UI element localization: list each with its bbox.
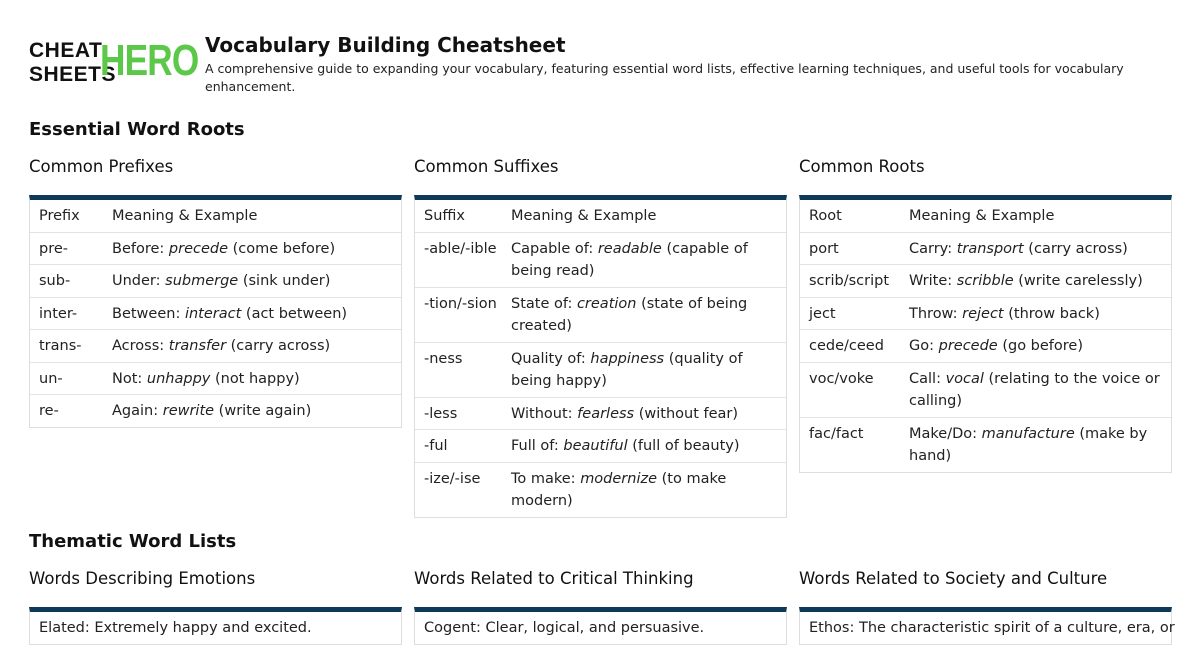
table-row — [30, 298, 401, 331]
table-row — [800, 265, 1171, 298]
term-cell: sub- — [39, 273, 71, 289]
example-word: manufacture — [981, 425, 1075, 442]
meaning-cell — [909, 270, 1171, 293]
word-definition: Ethos: The characteristic spirit of a culture, era, or — [809, 620, 1175, 636]
word-table-card — [799, 157, 1172, 473]
meaning-text: Quality of: — [511, 350, 591, 367]
list-title: Words Related to Critical Thinking — [414, 569, 694, 588]
term-cell: cede/ceed — [809, 338, 884, 354]
meaning-cell — [909, 335, 1171, 358]
example-gloss: (full of beauty) — [627, 438, 740, 454]
table-title: Common Roots — [799, 157, 925, 176]
table-row — [415, 398, 786, 431]
table-row — [800, 298, 1171, 331]
example-gloss: (carry across) — [1023, 240, 1128, 257]
term-cell: -tion/-sion — [424, 295, 497, 312]
meaning-text: Write: — [909, 273, 957, 289]
term-cell: port — [809, 240, 839, 257]
term-cell: -less — [424, 405, 458, 422]
example-gloss: (sink under) — [238, 273, 331, 289]
list-item — [30, 612, 401, 644]
meaning-text: State of: — [511, 295, 577, 312]
table-row — [800, 330, 1171, 363]
word-table — [799, 195, 1172, 473]
example-gloss: (to make modern) — [511, 470, 727, 509]
meaning-text: Throw: — [909, 305, 963, 322]
word-list — [799, 607, 1175, 645]
list-title: Words Related to Society and Culture — [799, 569, 1108, 588]
meaning-cell — [909, 303, 1171, 326]
example-word: happiness — [590, 350, 665, 367]
table-title: Common Prefixes — [29, 157, 174, 176]
meaning-text: Make/Do: — [909, 425, 982, 442]
meaning-text: Between: — [112, 305, 185, 322]
example-word: interact — [184, 305, 242, 322]
term-cell: re- — [39, 403, 59, 419]
word-table — [29, 195, 402, 428]
example-gloss: (state of being created) — [511, 295, 748, 334]
example-gloss: (go before) — [997, 338, 1083, 354]
example-gloss: (throw back) — [1003, 305, 1100, 322]
meaning-text: Under: — [112, 273, 166, 289]
meaning-cell — [511, 403, 786, 426]
page-title: Vocabulary Building Cheatsheet — [205, 33, 566, 57]
meaning-text: Across: — [112, 338, 169, 354]
term-cell: un- — [39, 370, 63, 387]
example-gloss: (come before) — [228, 240, 336, 257]
example-gloss: (without fear) — [634, 405, 739, 422]
column-header: Meaning & Example — [909, 208, 1055, 224]
example-word: precede — [168, 240, 229, 257]
cheatsheets-hero-logo[interactable] — [29, 33, 199, 89]
meaning-text: Not: — [112, 370, 147, 387]
word-list — [29, 607, 402, 645]
example-word: unhappy — [146, 370, 211, 387]
meaning-text: Without: — [511, 405, 578, 422]
example-word: transfer — [168, 338, 227, 354]
word-table-card — [29, 157, 402, 428]
meaning-cell — [909, 423, 1171, 468]
column-header: Meaning & Example — [511, 208, 657, 224]
list-item — [800, 612, 1175, 644]
logo-text: SHEETS — [29, 63, 117, 86]
term-cell: pre- — [39, 240, 68, 257]
table-row — [30, 233, 401, 266]
meaning-text: Full of: — [511, 438, 564, 454]
example-word: readable — [597, 240, 662, 257]
page-header — [29, 33, 1124, 94]
logo-text: HERO — [100, 36, 199, 85]
example-gloss: (make by hand) — [909, 425, 1148, 464]
table-row — [415, 463, 786, 517]
example-word: transport — [956, 240, 1024, 257]
example-word: submerge — [165, 273, 239, 289]
example-word: vocal — [945, 370, 984, 387]
term-cell: ject — [809, 305, 836, 322]
meaning-text: Before: — [112, 240, 169, 257]
example-word: modernize — [580, 470, 658, 487]
example-word: scribble — [956, 273, 1014, 289]
meaning-text: Go: — [909, 338, 939, 354]
table-row — [415, 343, 786, 398]
column-header: Prefix — [39, 208, 80, 224]
meaning-cell — [909, 368, 1171, 413]
table-row — [800, 363, 1171, 418]
example-gloss: (write carelessly) — [1013, 273, 1143, 289]
example-gloss: (quality of being happy) — [511, 350, 743, 389]
example-word: beautiful — [563, 438, 628, 454]
meaning-text: To make: — [511, 470, 581, 487]
example-word: precede — [938, 338, 998, 354]
table-row — [30, 395, 401, 427]
word-list-card — [29, 569, 402, 645]
term-cell: -ize/-ise — [424, 470, 481, 487]
meaning-text: Again: — [112, 403, 163, 419]
example-gloss: (relating to the voice or calling) — [909, 370, 1160, 409]
example-word: creation — [576, 295, 637, 312]
word-list-card — [799, 569, 1175, 645]
table-row — [415, 233, 786, 288]
meaning-cell — [112, 303, 401, 326]
example-gloss: (carry across) — [226, 338, 331, 354]
meaning-cell — [112, 270, 401, 293]
table-row — [30, 265, 401, 298]
section-title: Essential Word Roots — [29, 119, 245, 140]
table-title: Common Suffixes — [414, 157, 559, 176]
term-cell: -ness — [424, 350, 463, 367]
meaning-text: Carry: — [909, 240, 957, 257]
table-header-row — [800, 200, 1171, 233]
meaning-cell — [112, 368, 401, 391]
column-header: Meaning & Example — [112, 208, 258, 224]
term-cell: voc/voke — [809, 370, 874, 387]
section-title: Thematic Word Lists — [29, 531, 237, 552]
example-gloss: (capable of being read) — [511, 240, 748, 279]
table-header-row — [30, 200, 401, 233]
table-row — [30, 330, 401, 363]
meaning-cell — [511, 293, 786, 338]
example-word: fearless — [577, 405, 635, 422]
word-table-card — [414, 157, 787, 518]
term-cell: -able/-ible — [424, 240, 497, 257]
meaning-cell — [511, 238, 786, 283]
meaning-cell — [112, 238, 401, 261]
meaning-cell — [909, 238, 1171, 261]
table-row — [415, 288, 786, 343]
example-gloss: (act between) — [241, 305, 348, 322]
table-row — [800, 418, 1171, 472]
example-word: rewrite — [162, 403, 215, 419]
example-gloss: (not happy) — [210, 370, 300, 387]
table-row — [415, 430, 786, 463]
example-word: reject — [962, 305, 1004, 322]
term-cell: inter- — [39, 305, 78, 322]
word-list-card — [414, 569, 787, 645]
meaning-cell — [112, 400, 401, 423]
word-table — [414, 195, 787, 518]
table-row — [30, 363, 401, 396]
term-cell: scrib/script — [809, 273, 890, 289]
term-cell: -ful — [424, 438, 448, 454]
list-item — [415, 612, 786, 644]
meaning-cell — [112, 335, 401, 358]
meaning-cell — [511, 348, 786, 393]
table-header-row — [415, 200, 786, 233]
meaning-text: Capable of: — [511, 240, 598, 257]
meaning-text: Call: — [909, 370, 946, 387]
word-definition: Cogent: Clear, logical, and persuasive. — [424, 620, 705, 636]
table-row — [800, 233, 1171, 266]
page-subtitle: A comprehensive guide to expanding your vocabulary, featuring essential word lists, effective learning techniques, and useful tools for vocabulary enhancement. — [205, 61, 1124, 94]
meaning-cell — [511, 435, 786, 458]
word-list — [414, 607, 787, 645]
word-definition: Elated: Extremely happy and excited. — [39, 620, 312, 636]
term-cell: fac/fact — [809, 425, 864, 442]
example-gloss: (write again) — [214, 403, 312, 419]
list-title: Words Describing Emotions — [29, 569, 256, 588]
term-cell: trans- — [39, 338, 82, 354]
logo-text: CHEAT — [29, 39, 103, 62]
column-header: Root — [809, 208, 842, 224]
column-header: Suffix — [424, 208, 465, 224]
meaning-cell — [511, 468, 786, 513]
